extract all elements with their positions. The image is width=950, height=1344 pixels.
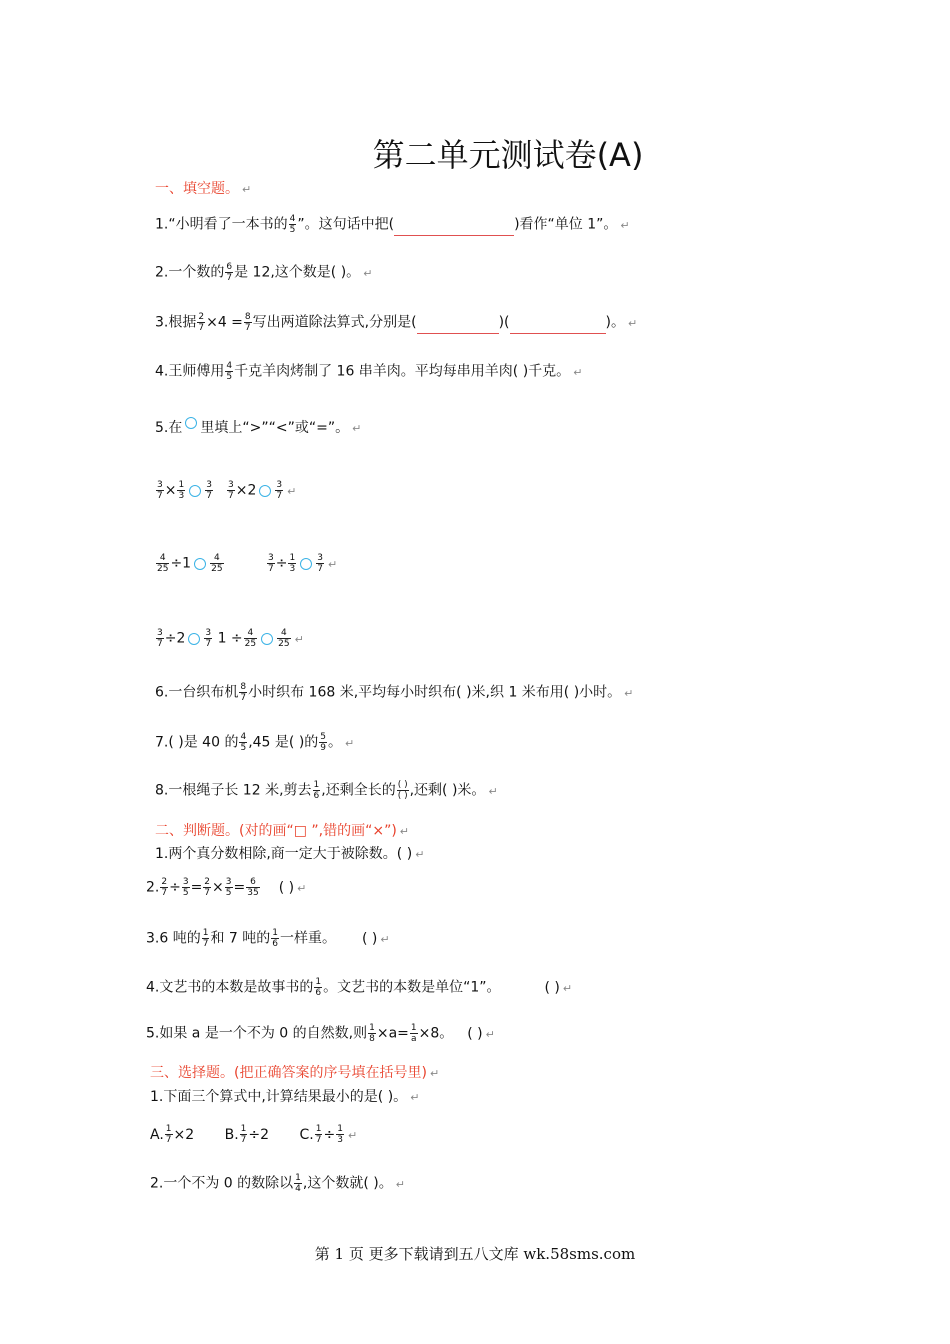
fraction: $\frac{8}{7}$ bbox=[244, 312, 251, 333]
option-b[interactable]: B. $\frac{1}{7}$ ÷2 bbox=[224, 1124, 270, 1145]
blank-fraction[interactable]: $\frac{( )}{( )}$ bbox=[397, 780, 408, 801]
question-7: 7.( )是 40 的 $\frac{4}{5}$ ,45 是( )的 $\frac{5}{9}$ 。 ↵ bbox=[155, 732, 355, 753]
judge-5: 5.如果 a 是一个不为 0 的自然数,则 $\frac{1}{8}$ ×a= $\frac{1}{a}$ ×8。 ( ) ↵ bbox=[146, 1023, 495, 1044]
compare-item: $\frac{3}{7}$ ÷2 $\frac{3}{7}$ 1 ÷ $\frac{4}{25}$ $\frac{4}{25}$ ↵ bbox=[157, 628, 304, 649]
fraction: $\frac{4}{5}$ bbox=[226, 361, 233, 382]
question-5: 5.在 里填上“>”“<”或“=”。 ↵ bbox=[155, 418, 361, 439]
compare-circle[interactable] bbox=[300, 558, 312, 570]
compare-circle[interactable] bbox=[188, 633, 200, 645]
compare-circle[interactable] bbox=[259, 485, 271, 497]
choice-1-options: A. $\frac{1}{7}$ ×2 B. $\frac{1}{7}$ ÷2 C. $\frac{1}{7}$ ÷ $\frac{1}{3}$ ↵ bbox=[150, 1124, 358, 1145]
compare-circle[interactable] bbox=[189, 485, 201, 497]
fraction: $\frac{6}{7}$ bbox=[226, 262, 233, 283]
choice-1: 1.下面三个算式中,计算结果最小的是( )。 ↵ bbox=[150, 1089, 420, 1105]
question-1: 1.“小明看了一本书的 $\frac{4}{5}$ ”。这句话中把( )看作“单位 1”。 ↵ bbox=[155, 214, 630, 235]
page-footer: 第 1 页 更多下载请到五八文库 wk.58sms.com bbox=[314, 1245, 636, 1263]
option-a[interactable]: A. $\frac{1}{7}$ ×2 bbox=[150, 1124, 195, 1145]
compare-item: $\frac{3}{7}$ ×2 $\frac{3}{7}$ ↵ bbox=[228, 480, 297, 501]
answer-blank[interactable] bbox=[417, 317, 499, 334]
section-heading-fill-in: 一、填空题。 ↵ bbox=[155, 181, 252, 197]
compare-item: $\frac{3}{7}$ × $\frac{1}{3}$ $\frac{3}{7}$ bbox=[157, 480, 212, 501]
fraction: $\frac{2}{7}$ bbox=[198, 312, 205, 333]
compare-circle[interactable] bbox=[194, 558, 206, 570]
option-c[interactable]: C. $\frac{1}{7}$ ÷ $\frac{1}{3}$ bbox=[299, 1124, 343, 1145]
judge-4: 4.文艺书的本数是故事书的 $\frac{1}{6}$ 。文艺书的本数是单位“1”。 ( ) ↵ bbox=[146, 977, 573, 998]
question-8: 8.一根绳子长 12 米,剪去 $\frac{1}{6}$ ,还剩全长的 $\frac{( )}{( )}$ ,还剩( )米。 ↵ bbox=[155, 780, 498, 801]
question-6: 6.一台织布机 $\frac{8}{7}$ 小时织布 168 米,平均每小时织布( )米,织 1 米布用( )小时。 ↵ bbox=[155, 682, 634, 703]
choice-2: 2.一个不为 0 的数除以 $\frac{1}{4}$ ,这个数就( )。 ↵ bbox=[150, 1173, 405, 1194]
compare-circle[interactable] bbox=[261, 633, 273, 645]
section-heading-true-false: 二、判断题。(对的画“□ ”,错的画“×”) ↵ bbox=[155, 823, 410, 839]
judge-3: 3.6 吨的 $\frac{1}{7}$ 和 7 吨的 $\frac{1}{6}$ 一样重。 ( ) ↵ bbox=[146, 928, 390, 949]
question-4: 4.王师傅用 $\frac{4}{5}$ 千克羊肉烤制了 16 串羊肉。平均每串用羊肉( )千克。 ↵ bbox=[155, 361, 583, 382]
judge-2: 2. $\frac{2}{7}$ ÷ $\frac{3}{5}$ = $\frac{2}{7}$ × $\frac{3}{5}$ = $\frac{6}{35}$ ( ) ↵ bbox=[146, 877, 307, 898]
fraction: $\frac{4}{5}$ bbox=[289, 214, 296, 235]
question-2: 2.一个数的 $\frac{6}{7}$ 是 12,这个数是( )。 ↵ bbox=[155, 262, 373, 283]
page-title: 第二单元测试卷(A) bbox=[372, 136, 644, 174]
judge-1: 1.两个真分数相除,商一定大于被除数。( ) ↵ bbox=[155, 846, 425, 862]
answer-blank[interactable] bbox=[510, 317, 606, 334]
compare-item: $\frac{4}{25}$ ÷1 $\frac{4}{25}$ bbox=[157, 553, 223, 574]
compare-item: $\frac{3}{7}$ ÷ $\frac{1}{3}$ $\frac{3}{7}$ ↵ bbox=[268, 553, 338, 574]
section-heading-choice: 三、选择题。(把正确答案的序号填在括号里) ↵ bbox=[150, 1065, 440, 1081]
answer-blank[interactable] bbox=[394, 219, 514, 236]
question-3: 3.根据 $\frac{2}{7}$ ×4 = $\frac{8}{7}$ 写出两道除法算式,分别是( )( )。 ↵ bbox=[155, 312, 638, 333]
circle-icon bbox=[185, 417, 197, 429]
